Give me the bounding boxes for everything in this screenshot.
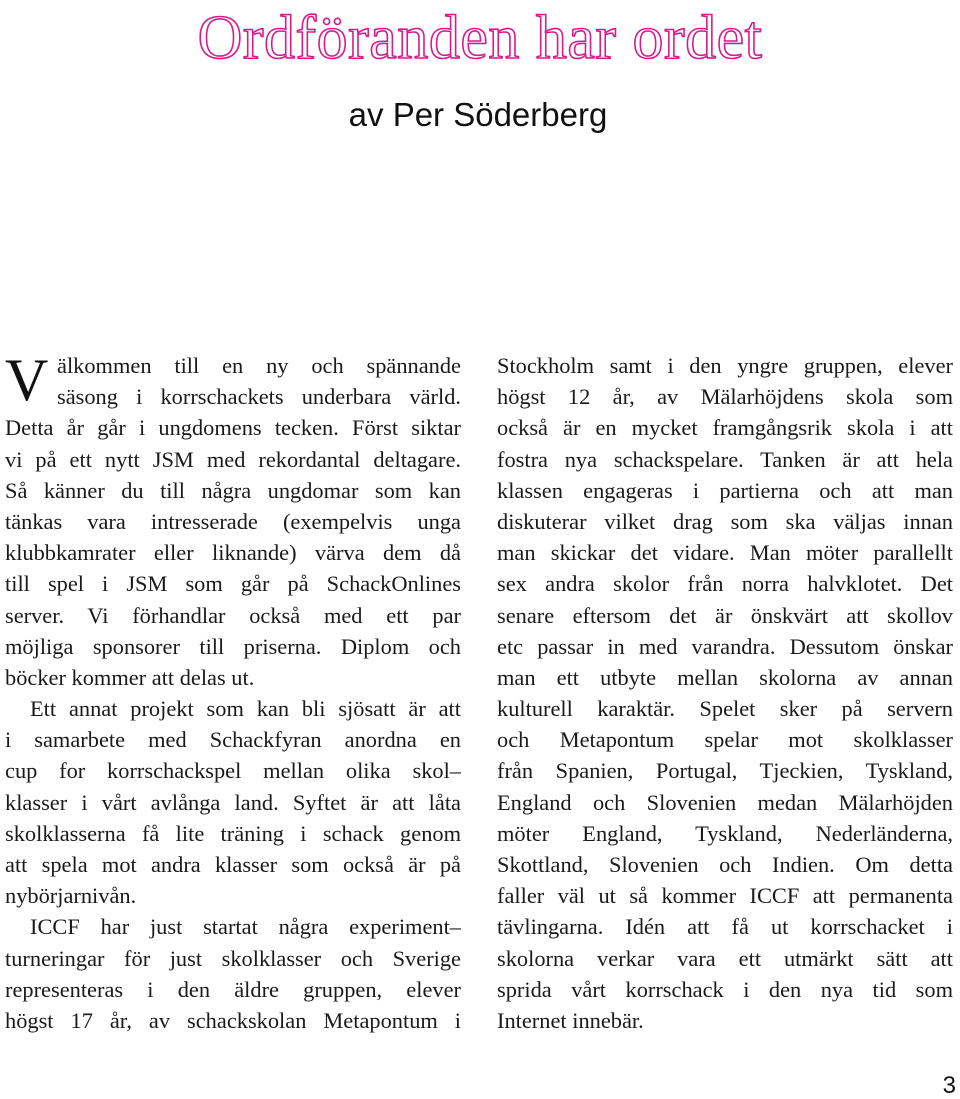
- text-line: sex andra skolor från norra halvklotet. Det: [497, 571, 953, 597]
- text-line: högst 12 år, av Mälarhöjdens skola som: [497, 384, 953, 410]
- text-line: Så känner du till några ungdomar som kan: [5, 477, 461, 503]
- text-line: möter England, Tyskland, Nederländerna,: [497, 820, 953, 846]
- text-line: server. Vi förhandlar också med ett par: [5, 602, 461, 628]
- text-line: man skickar det vidare. Man möter parallellt: [497, 540, 953, 566]
- text-line: och Metapontum spelar mot skolklasser: [497, 727, 953, 753]
- page-number: 3: [942, 1072, 956, 1099]
- text-line: älkommen till en ny och spännande: [57, 353, 461, 378]
- text-line: i samarbete med Schackfyran anordna en: [5, 727, 461, 753]
- text-line: senare eftersom det är önskvärt att skollov: [497, 602, 953, 628]
- left-column: [5, 347, 461, 1036]
- article-byline: av Per Söderberg: [348, 96, 608, 133]
- text-line: säsong i korrschackets underbara värld.: [57, 384, 461, 410]
- text-line: tävlingarna. Idén att få ut korrschacket i: [497, 914, 953, 940]
- text-line: representeras i den äldre gruppen, elever: [5, 976, 461, 1002]
- drop-cap: V: [5, 347, 49, 413]
- opening-paragraph: [5, 347, 461, 413]
- text-line: Detta år går i ungdomens tecken. Först siktar: [5, 415, 461, 441]
- text-line: diskuterar vilket drag som ska väljas innan: [497, 508, 953, 534]
- article-title: Ordföranden har ordet: [197, 4, 763, 72]
- text-line: Stockholm samt i den yngre gruppen, elever: [497, 353, 953, 378]
- text-line: skolorna verkar vara ett utmärkt sätt att: [497, 945, 953, 971]
- text-line: att spela mot andra klasser som också är på: [5, 852, 461, 877]
- text-line: vi på ett nytt JSM med rekordantal deltagare.: [5, 446, 461, 472]
- text-line: också är en mycket framgångsrik skola i att: [497, 415, 953, 441]
- text-line: sprida vårt korrschack i den nya tid som: [497, 976, 953, 1002]
- text-line: Internet innebär.: [497, 1007, 644, 1033]
- text-line: turneringar för just skolklasser och Sverige: [5, 945, 461, 971]
- text-line: skolklasserna få lite träning i schack genom: [5, 820, 461, 846]
- text-line: klubbkamrater eller liknande) värva dem då: [5, 540, 461, 566]
- text-line: Skottland, Slovenien och Indien. Om detta: [497, 852, 953, 877]
- text-line: fostra nya schackspelare. Tanken är att hela: [497, 446, 953, 472]
- text-line: man ett utbyte mellan skolorna av annan: [497, 664, 953, 690]
- text-line: klasser i vårt avlånga land. Syftet är att låta: [5, 789, 461, 815]
- text-line: högst 17 år, av schackskolan Metapontum i: [5, 1007, 461, 1033]
- text-line: från Spanien, Portugal, Tjeckien, Tyskland,: [497, 758, 953, 784]
- text-line: Ett annat projekt som kan bli sjösatt är att: [30, 696, 461, 722]
- text-line: tänkas vara intresserade (exempelvis unga: [5, 508, 461, 534]
- text-line: nybörjarnivån.: [5, 883, 137, 909]
- text-line: faller väl ut så kommer ICCF att permanenta: [497, 883, 953, 909]
- text-line: klassen engageras i partierna och att man: [497, 477, 953, 503]
- text-line: till spel i JSM som går på SchackOnlines: [5, 571, 461, 597]
- text-line: ICCF har just startat några experiment–: [30, 914, 461, 940]
- right-column: [497, 350, 953, 1036]
- text-line: cup for korrschackspel mellan olika skol–: [5, 758, 461, 784]
- text-line: kulturell karaktär. Spelet sker på servern: [497, 696, 953, 722]
- text-line: böcker kommer att delas ut.: [5, 664, 255, 690]
- text-line: etc passar in med varandra. Dessutom önskar: [497, 633, 953, 659]
- text-line: England och Slovenien medan Mälarhöjden: [497, 789, 953, 815]
- text-line: möjliga sponsorer till priserna. Diplom och: [5, 633, 461, 659]
